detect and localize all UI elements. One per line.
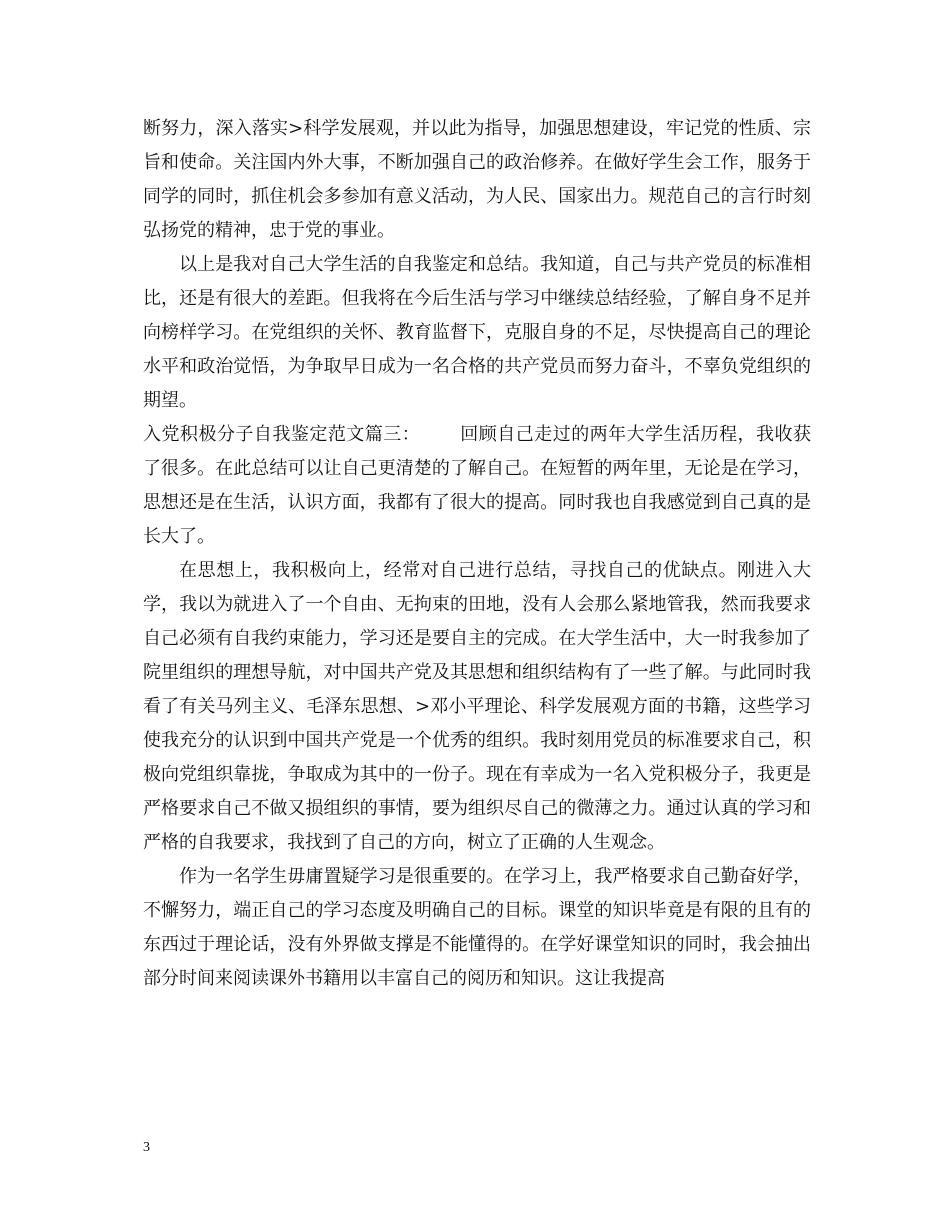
document-body <box>143 112 811 996</box>
section-intro-text: 回顾自己走过的两年大学生活历程，我收获了很多。在此总结可以让自己更清楚的了解自己。在短暂的两年里，无论是在学习，思想还是在生活，认识方面，我都有了很大的提高。同时我也自我感觉到自己真的是长大了。 <box>143 424 812 547</box>
page-number: 3 <box>143 1140 150 1155</box>
section-heading-paragraph <box>143 418 811 554</box>
paragraph-study: 作为一名学生毋庸置疑学习是很重要的。在学习上，我严格要求自己勤奋好学，不懈努力，端正自己的学习态度及明确自己的目标。课堂的知识毕竟是有限的且有的东西过于理论话，没有外界做支撑是不能懂得的。在学好课堂知识的同时，我会抽出部分时间来阅读课外书籍用以丰富自己的阅历和知识。这让我提高 <box>143 866 811 989</box>
paragraph-self-assessment-summary: 以上是我对自己大学生活的自我鉴定和总结。我知道，自己与共产党员的标准相比，还是有很大的差距。但我将在今后生活与学习中继续总结经验，了解自身不足并向榜样学习。在党组织的关怀、教育监督下，克服自身的不足，尽快提高自己的理论水平和政治觉悟，为争取早日成为一名合格的共产党员而努力奋斗，不辜负党组织的期望。 <box>143 254 811 411</box>
paragraph-continuation: 断努力，深入落实>科学发展观，并以此为指导，加强思想建设，牢记党的性质、宗旨和使命。关注国内外大事，不断加强自己的政治修养。在做好学生会工作，服务于同学的同时，抓住机会多参加有意义活动，为人民、国家出力。规范自己的言行时刻弘扬党的精神，忠于党的事业。 <box>143 118 811 241</box>
section-heading: 入党积极分子自我鉴定范文篇三： <box>143 424 421 445</box>
paragraph-thought: 在思想上，我积极向上，经常对自己进行总结，寻找自己的优缺点。刚进入大学，我以为就进入了一个自由、无拘束的田地，没有人会那么紧地管我，然而我要求自己必须有自我约束能力，学习还是要自主的完成。在大学生活中，大一时我参加了院里组织的理想导航，对中国共产党及其思想和组织结构有了一些了解。与此同时我看了有关马列主义、毛泽东思想、>邓小平理论、科学发展观方面的书籍，这些学习使我充分的认识到中国共产党是一个优秀的组织。我时刻用党员的标准要求自己，积极向党组织靠拢，争取成为其中的一份子。现在有幸成为一名入党积极分子，我更是严格要求自己不做又损组织的事情，要为组织尽自己的微薄之力。通过认真的学习和严格的自我要求，我找到了自己的方向，树立了正确的人生观念。 <box>143 560 811 853</box>
